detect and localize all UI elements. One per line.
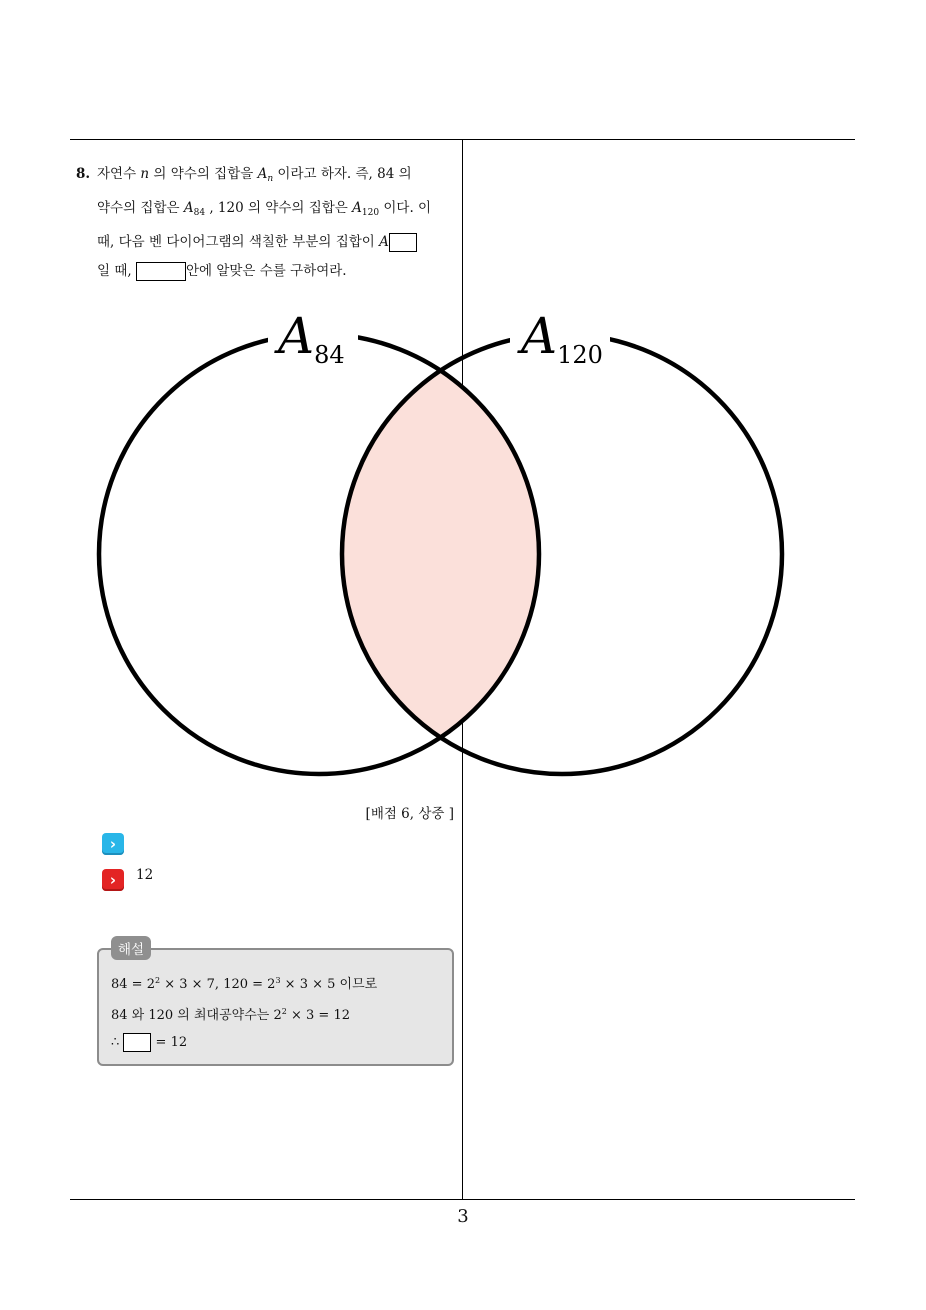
venn-diagram [90,300,810,790]
question-line-4: 일 때, 안에 알맞은 수를 구하여라. [97,263,347,279]
score-label: [배점 6, 상중 ] [365,806,454,822]
solution-line-2: 84 와 120 의 최대공약수는 $2^2 \times 3 = 12$ [111,1007,350,1023]
solution-tab: 해설 [111,936,151,960]
page-number: 3 [457,1206,469,1227]
question-8 [76,160,461,286]
question-line-2: 약수의 집합은 $A_{84}$ , 120 의 약수의 집합은 $A_{120}$ 이다. 이 [97,200,432,218]
venn-label-right: $A_{120}$ [521,307,603,369]
chevron-right-icon[interactable]: › [102,869,124,891]
solution-line-1: $84 = 2^2 \times 3 \times 7$, $120 = 2^3 \times 3 \times 5$ 이므로 [111,976,378,992]
solution-lines [111,967,377,1056]
bottom-rule [70,1199,855,1200]
question-line-1: 8. 자연수 n 의 약수의 집합을 $A_n$ 이라고 하자. 즉, 84 의 [76,160,461,194]
blank-box-solution [123,1033,151,1052]
blank-box-subscript [389,233,417,252]
question-number: 8. [76,166,91,182]
blank-box [136,262,186,281]
venn-label-left: $A_{84}$ [278,307,345,369]
solution-line-3: ∴ = 12 [111,1035,188,1050]
answer-value: 12 [136,867,154,883]
chevron-right-icon[interactable]: › [102,833,124,855]
question-line-3: 때, 다음 벤 다이어그램의 색칠한 부분의 집합이 A [76,228,461,257]
